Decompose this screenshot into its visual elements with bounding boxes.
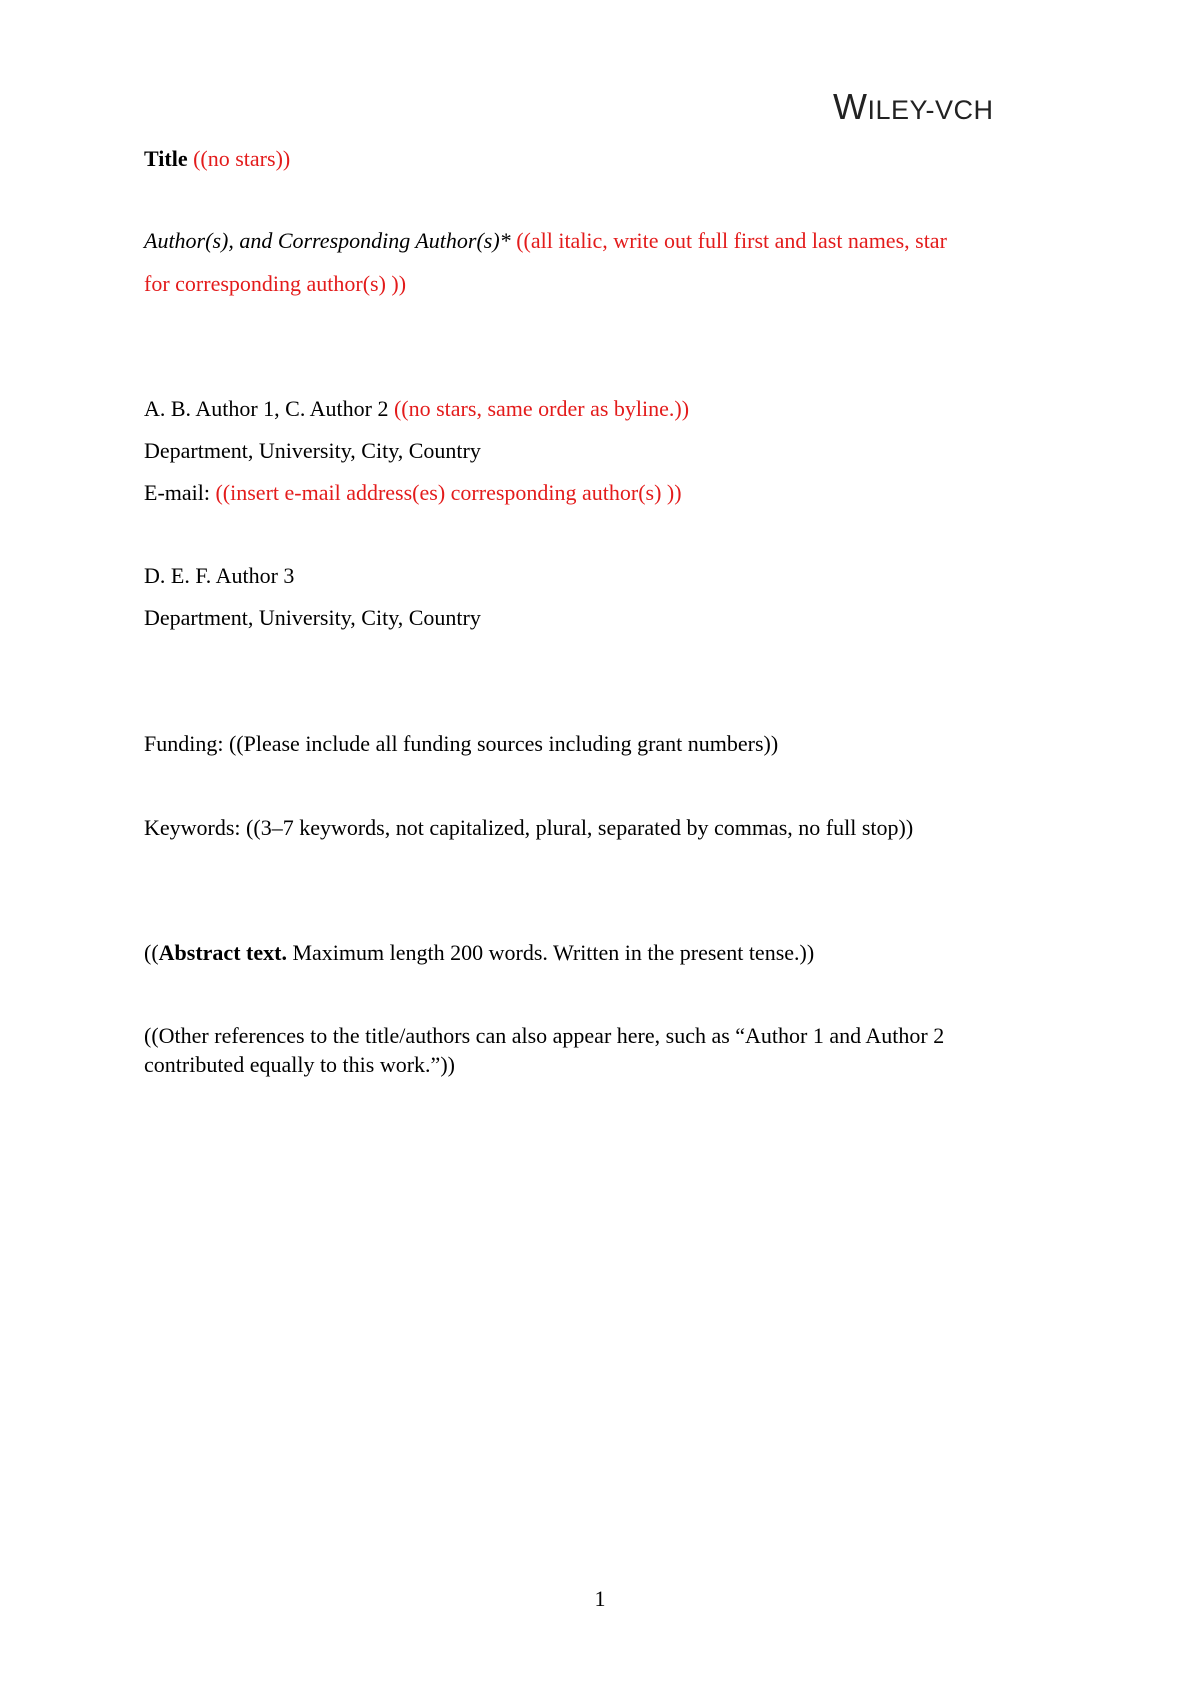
keywords-line: Keywords: ((3–7 keywords, not capitalized, plural, separated by commas, no full stop)) (144, 815, 914, 840)
abstract-heading: Abstract text. (158, 940, 287, 965)
affiliation-2-address: Department, University, City, Country (144, 605, 481, 630)
abstract-line (144, 939, 814, 967)
byline-line-1 (144, 227, 947, 255)
other-refs-line-1: ((Other references to the title/authors can also appear here, such as “Author 1 and Author 2 (144, 1023, 945, 1048)
email-label: E-mail: (144, 480, 216, 505)
title-text: Title (144, 146, 188, 171)
byline-text: Author(s), and Corresponding Author(s)* (144, 228, 511, 253)
logo-suffix: -VCH (925, 95, 994, 125)
byline-note-1: ((all italic, write out full first and last names, star (510, 228, 947, 253)
wiley-vch-logo (833, 86, 994, 128)
page-number: 1 (594, 1586, 606, 1611)
email-note: ((insert e-mail address(es) corresponding author(s) )) (215, 480, 682, 505)
other-refs-line-2: contributed equally to this work.”)) (144, 1052, 455, 1077)
title-line (144, 145, 290, 173)
affiliation-1-email (144, 479, 682, 507)
abstract-text: Maximum length 200 words. Written in the present tense.)) (286, 940, 815, 965)
affiliation-1-note: ((no stars, same order as byline.)) (393, 396, 690, 421)
byline-line-2: for corresponding author(s) )) (144, 271, 407, 296)
logo-initial: W (833, 86, 868, 127)
title-note: ((no stars)) (187, 146, 291, 171)
affiliation-1-address: Department, University, City, Country (144, 438, 481, 463)
affiliation-2-names: D. E. F. Author 3 (144, 563, 295, 588)
abstract-open: (( (144, 940, 159, 965)
funding-line: Funding: ((Please include all funding sources including grant numbers)) (144, 731, 779, 756)
logo-name: ILEY (867, 95, 926, 125)
affiliation-1-names (144, 395, 689, 423)
affiliation-1-authors: A. B. Author 1, C. Author 2 (144, 396, 394, 421)
